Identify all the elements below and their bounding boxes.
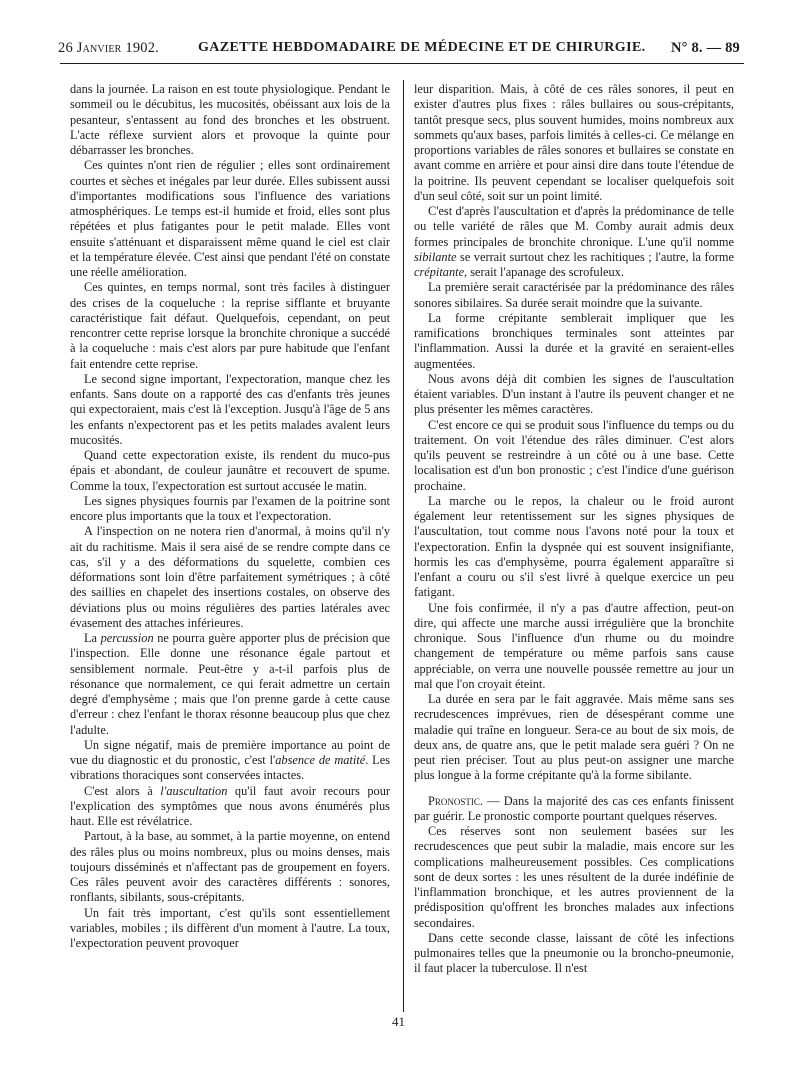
right-paragraph-4: La forme crépitante semblerait impliquer que les ramifications bronchiques terminales sont atteintes par l'inflammation. Aussi la durée et la gravité en seraient-elles augmentées. xyxy=(414,310,734,371)
column-divider xyxy=(403,80,404,1012)
right-paragraph-3: La première serait caractérisée par la prédominance des râles sonores sibilaires. Sa durée serait moindre que la suivante. xyxy=(414,280,734,310)
left-paragraph-9 xyxy=(70,738,390,784)
section-heading-pronostic: Pronostic. xyxy=(428,793,483,808)
italic-term-percussion: percussion xyxy=(100,631,154,645)
italic-term-sibilante: sibilante xyxy=(414,249,457,264)
text-run: qu'il faut avoir recours pour l'explication des symptômes que nous avons énumérés plus haut. Elle est révélatrice. xyxy=(70,783,390,828)
left-paragraph-2: Ces quintes n'ont rien de régulier ; elles sont ordinairement courtes et sèches et inégales par leur durée. Elles subissent aussi d'importantes modifications sous l'influence des variations atmosphériques. Le temps est-il humide et froid, elles sont plus répétées et plus fatigantes pour le petit malade. Elles vont ensuite s'atténuant et disparaissent même quand le ciel est clair et la température élevée. C'est ainsi que pendant l'été on constate une réelle amélioration. xyxy=(70,158,390,279)
text-run: se verrait surtout chez les rachitiques ; l'autre, la forme xyxy=(456,249,734,264)
left-paragraph-6: Les signes physiques fournis par l'examen de la poitrine sont encore plus importants que la toux et l'expectoration. xyxy=(70,493,390,523)
right-column xyxy=(414,82,734,977)
italic-term-absence-de-matite: absence de matité xyxy=(275,753,366,767)
left-paragraph-11: Partout, à la base, au sommet, à la partie moyenne, on entend des râles plus ou moins nombreux, plus ou moins denses, mais toujours disséminés et n'affectant pas de groupement en foyers. Ces râles peuvent avoir des caractères différents : sonores, ronflants, sibilants, sous-crépitants. xyxy=(70,829,390,905)
right-paragraph-8: Une fois confirmée, il n'y a pas d'autre affection, peut-on dire, qui affecte une marche aussi irrégulière que la bronchite chronique. Sous l'influence d'un rhume ou du moindre changement de température ou même parfois sans cause appréciable, on verra une nouvelle poussée remettre au jour un mal que l'on croyait éteint. xyxy=(414,600,734,691)
left-paragraph-12: Un fait très important, c'est qu'ils sont essentiellement variables, mobiles ; ils diffèrent d'un moment à l'autre. La toux, l'expectoration peuvent provoquer xyxy=(70,905,390,950)
left-paragraph-4: Le second signe important, l'expectoration, manque chez les enfants. Sans doute on a rapporté des cas d'enfants très jeunes qui expectoraient, mais c'est là l'exception. Jusqu'à l'âge de 5 ans les enfants n'expectorent pas et les petits malades avalent leurs mucosités. xyxy=(70,371,390,447)
right-paragraph-9: La durée en sera par le fait aggravée. Mais même sans ses recrudescences imprévues, rien de désespérant comme une maladie qui traîne en longueur. Sera-ce au bout de six mois, de deux ans, de quatre ans, que le petit malade sera guéri ? On ne peut rien préciser. Tout au plus peut-on assigner une marche plus longue à la forme crépitante qu'à la forme sibilante. xyxy=(414,692,734,783)
right-paragraph-11: Ces réserves sont non seulement basées sur les recrudescences que peut subir la maladie, mais encore sur les complications malheureusement possibles. Ces complications sont de deux sortes : les unes résultent de la durée indéfinie de l'inflammation bronchique, et les autres proviennent de la prédisposition qu'offrent les bronches malades aux infections secondaires. xyxy=(414,824,734,930)
right-paragraph-5: Nous avons déjà dit combien les signes de l'auscultation étaient variables. D'un instant à l'autre ils peuvent changer et ne plus présenter les mêmes caractères. xyxy=(414,371,734,417)
right-paragraph-1: leur disparition. Mais, à côté de ces râles sonores, il peut en exister d'autres plus fixes : râles bullaires ou sous-crépitants, tantôt presque secs, plus souvent humides, moins nombreux aux sommets qu'aux bases, parfois limités à celles-ci. Ce mélange en proportions variables de râles sonores et bullaires se constate en avant comme en arrière et pour ainsi dire dans toute l'étendue de la poitrine. Ils peuvent cependant se localiser quelquefois soit d'un seul côté, soit sur un point limité. xyxy=(414,82,734,203)
left-paragraph-3: Ces quintes, en temps normal, sont très faciles à distinguer des crises de la coqueluche : la reprise sifflante et bruyante caractéristique fait défaut. Quelquefois, cependant, on peut rencontrer cette reprise lorsque la bronchite chronique a succédé à la coqueluche : mais c'est alors par pure habitude que l'enfant fait entendre cette reprise. xyxy=(70,280,390,371)
left-paragraph-10 xyxy=(70,784,390,830)
header-journal-title: GAZETTE HEBDOMADAIRE DE MÉDECINE ET DE CHIRURGIE. xyxy=(198,40,646,55)
left-paragraph-8 xyxy=(70,631,390,738)
right-paragraph-12: Dans cette seconde classe, laissant de côté les infections pulmonaires telles que la pneumonie ou la broncho-pneumonie, il faut placer la tuberculose. Il n'est xyxy=(414,930,734,976)
left-column xyxy=(70,82,390,951)
text-run: C'est d'après l'auscultation et d'après la prédominance de telle ou telle variété de râles que M. Comby aurait admis deux formes principales de bronchite chronique. L'une qu'il nomme xyxy=(414,204,734,249)
italic-term-auscultation: l'auscultation xyxy=(160,783,228,798)
text-run: , serait l'apanage des scrofuleux. xyxy=(464,265,624,279)
text-run: . Les vibrations thoraciques sont conservées intactes. xyxy=(70,753,390,783)
text-run: — Dans la majorité des cas ces enfants finissent par guérir. Le pronostic comporte pourtant quelques réserves. xyxy=(414,793,734,823)
text-run: C'est alors à xyxy=(84,783,161,798)
header-issue-number: N° 8. — 89 xyxy=(670,40,740,56)
left-paragraph-5: Quand cette expectoration existe, ils rendent du muco-pus épais et abondant, de couleur jaunâtre et recouvert de spume. Comme la toux, l'expectoration est surtout accusée le matin. xyxy=(70,448,390,493)
right-paragraph-2 xyxy=(414,204,734,280)
italic-term-crepitante: crépitante xyxy=(414,265,465,279)
section-pronostic xyxy=(414,794,734,825)
header-date: 26 Janvier 1902. xyxy=(58,40,159,56)
left-paragraph-7: A l'inspection on ne notera rien d'anormal, à moins qu'il n'y ait du rachitisme. Mais il sera aisé de se rendre compte dans ce cas, s'il y a des déformations du squelette, combien ces déformations sont loin d'être parfaitement symétriques ; à côté des saillies en chapelet des insertions costales, on observe des déviations plus ou moins régulières des parties latérales avec évasement des attaches inférieures. xyxy=(70,524,390,630)
text-run: Un signe négatif, mais de première importance au point de vue du diagnostic et du pronostic, c'est l' xyxy=(70,737,390,767)
right-paragraph-6: C'est encore ce qui se produit sous l'influence du temps ou du traitement. On voit l'étendue des râles diminuer. C'est alors qu'ils peuvent se restreindre à un côté ou à une base. Cette localisation est d'un bon pronostic ; c'est l'indice d'une guérison prochaine. xyxy=(414,417,734,493)
right-paragraph-7: La marche ou le repos, la chaleur ou le froid auront également leur retentissement sur les signes physiques de l'auscultation, tout comme nous l'avons noté pour la toux et l'expectoration. Enfin la dyspnée qui est souvent insignifiante, hormis les cas d'emphysème, pourra également apparaître si l'enfant a couru ou s'il s'est livré à quelque exercice un peu fatigant. xyxy=(414,493,734,600)
text-run: La xyxy=(84,631,101,645)
page-folio: 41 xyxy=(392,1014,405,1029)
text-run: ne pourra guère apporter plus de précision que l'inspection. Elle donne une résonance égale partout et sensiblement normale. Peut-être y a-t-il parfois plus de résonance que normalement, ce qui ferait admettre un certain degré d'emphysème ; mais que l'on prenne garde à cette cause d'erreur : chez l'enfant le thorax résonne beaucoup plus que chez l'adulte. xyxy=(70,631,390,737)
left-paragraph-1: dans la journée. La raison en est toute physiologique. Pendant le sommeil ou le décubitus, les mucosités, obéissant aux lois de la pesanteur, s'entassent au fond des bronches et les obstruent. L'acte réflexe survient alors et provoque la quinte pour débarrasser les bronches. xyxy=(70,82,390,157)
header-rule xyxy=(60,63,744,64)
